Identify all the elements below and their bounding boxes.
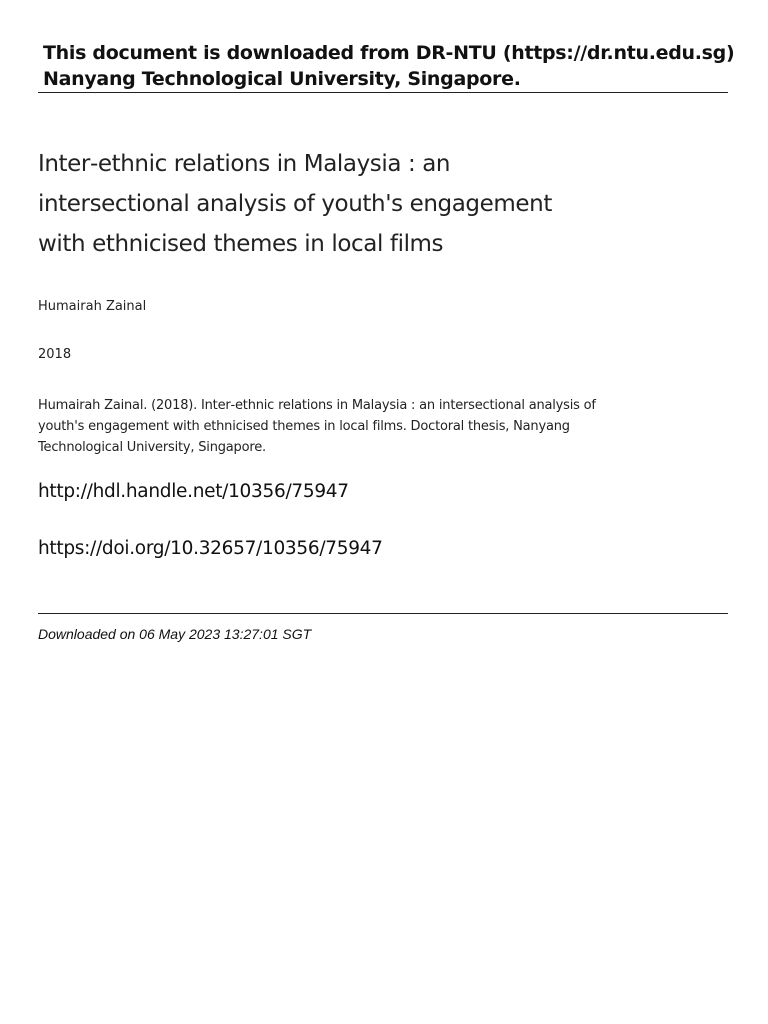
citation-text [38, 395, 618, 458]
citation-line: Technological University, Singapore. [38, 440, 266, 455]
document-title-line: with ethnicised themes in local films [38, 231, 444, 257]
document-title-line: intersectional analysis of youth's engagement [38, 191, 552, 217]
doi-link[interactable]: https://doi.org/10.32657/10356/75947 [38, 538, 383, 559]
repository-header-source: This document is downloaded from DR‑NTU (https://dr.ntu.edu.sg) [43, 42, 735, 64]
download-timestamp: Downloaded on 06 May 2023 13:27:01 SGT [38, 626, 312, 642]
footer-divider [38, 613, 728, 614]
citation-line: Humairah Zainal. (2018). Inter‑ethnic relations in Malaysia : an intersectional analysis of [38, 398, 596, 413]
handle-link[interactable]: http://hdl.handle.net/10356/75947 [38, 481, 349, 502]
header-divider [38, 92, 728, 93]
document-title [38, 144, 638, 264]
document-author: Humairah Zainal [38, 299, 147, 314]
citation-line: youth's engagement with ethnicised themes in local films. Doctoral thesis, Nanyang [38, 419, 570, 434]
repository-header-institution: Nanyang Technological University, Singapore. [43, 68, 521, 90]
document-year: 2018 [38, 347, 72, 362]
document-title-line: Inter‑ethnic relations in Malaysia : an [38, 151, 451, 177]
repository-header [43, 40, 733, 92]
